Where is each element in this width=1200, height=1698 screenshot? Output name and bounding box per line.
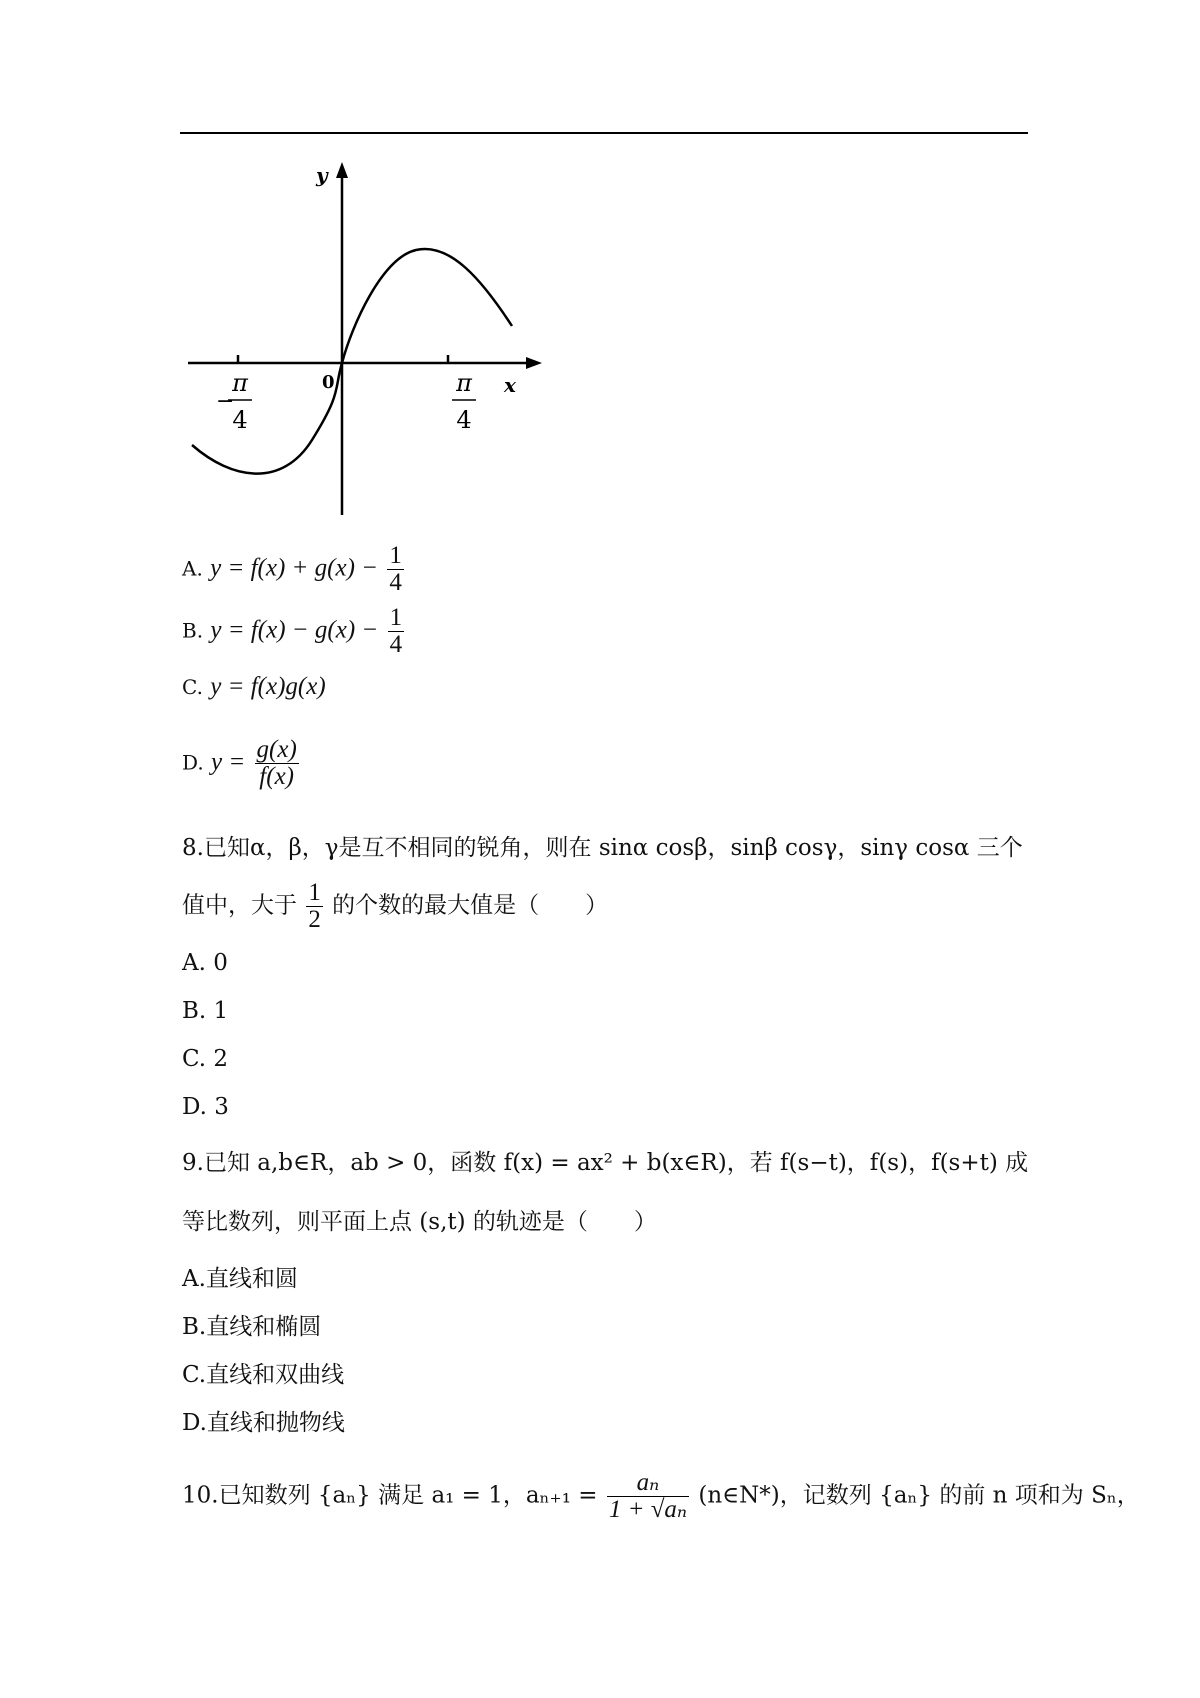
tick-pos-num: π — [456, 369, 472, 397]
x-axis-label: x — [504, 373, 516, 397]
q9-option-b: B.直线和椭圆 — [182, 1314, 322, 1340]
tick-neg-sign: − — [216, 389, 235, 414]
x-axis-arrow — [526, 357, 542, 369]
tick-neg-num: π — [232, 369, 248, 397]
curve — [192, 249, 512, 474]
q8-option-c: C. 2 — [182, 1046, 229, 1072]
y-axis-label: y — [316, 163, 328, 187]
q9-stem-line1: 9.已知 a,b∈R，ab > 0，函数 f(x) = ax² + b(x∈R)，若 f(s−t)，f(s)，f(s+t) 成 — [182, 1150, 1029, 1176]
q10-stem: 10.已知数列 {aₙ} 满足 a₁ = 1，aₙ₊₁ = $\frac{\text{aₙ}}{\text{1 + √aₙ}}$ (n∈N*)，记数列 {aₙ} 的前 n 项和为 Sₙ， — [182, 1469, 1140, 1523]
q9-option-c: C.直线和双曲线 — [182, 1362, 345, 1388]
q9-stem-line2: 等比数列，则平面上点 (s,t) 的轨迹是（ ） — [182, 1209, 657, 1235]
q7-option-c: C. y = f(x)g(x) — [182, 673, 326, 700]
q7-option-a: A. y = f(x) + g(x) − $\frac{1}{4}$ — [182, 542, 402, 596]
q8-stem-line1: 8.已知α，β，γ是互不相同的锐角，则在 sinα cosβ，sinβ cosγ，sinγ cosα 三个 — [182, 835, 1023, 861]
tick-pos-den: 4 — [456, 406, 472, 434]
q7-option-d: D. y = $\frac{g(x)}{f(x)}$ — [182, 736, 297, 790]
q9-option-a: A.直线和圆 — [182, 1266, 298, 1292]
y-axis-arrow — [336, 162, 348, 178]
q8-option-d: D. 3 — [182, 1094, 229, 1120]
origin-label: 0 — [322, 372, 335, 393]
header-rule — [180, 132, 1028, 134]
q8-option-a: A. 0 — [182, 950, 228, 976]
function-graph — [182, 160, 542, 520]
q8-stem-line2: 值中，大于 $\frac{1}{2}$ 的个数的最大值是（ ） — [182, 879, 609, 933]
q9-option-d: D.直线和抛物线 — [182, 1410, 345, 1436]
q7-option-b: B. y = f(x) − g(x) − $\frac{1}{4}$ — [182, 604, 403, 658]
q8-option-b: B. 1 — [182, 998, 229, 1024]
tick-neg-den: 4 — [232, 406, 248, 434]
